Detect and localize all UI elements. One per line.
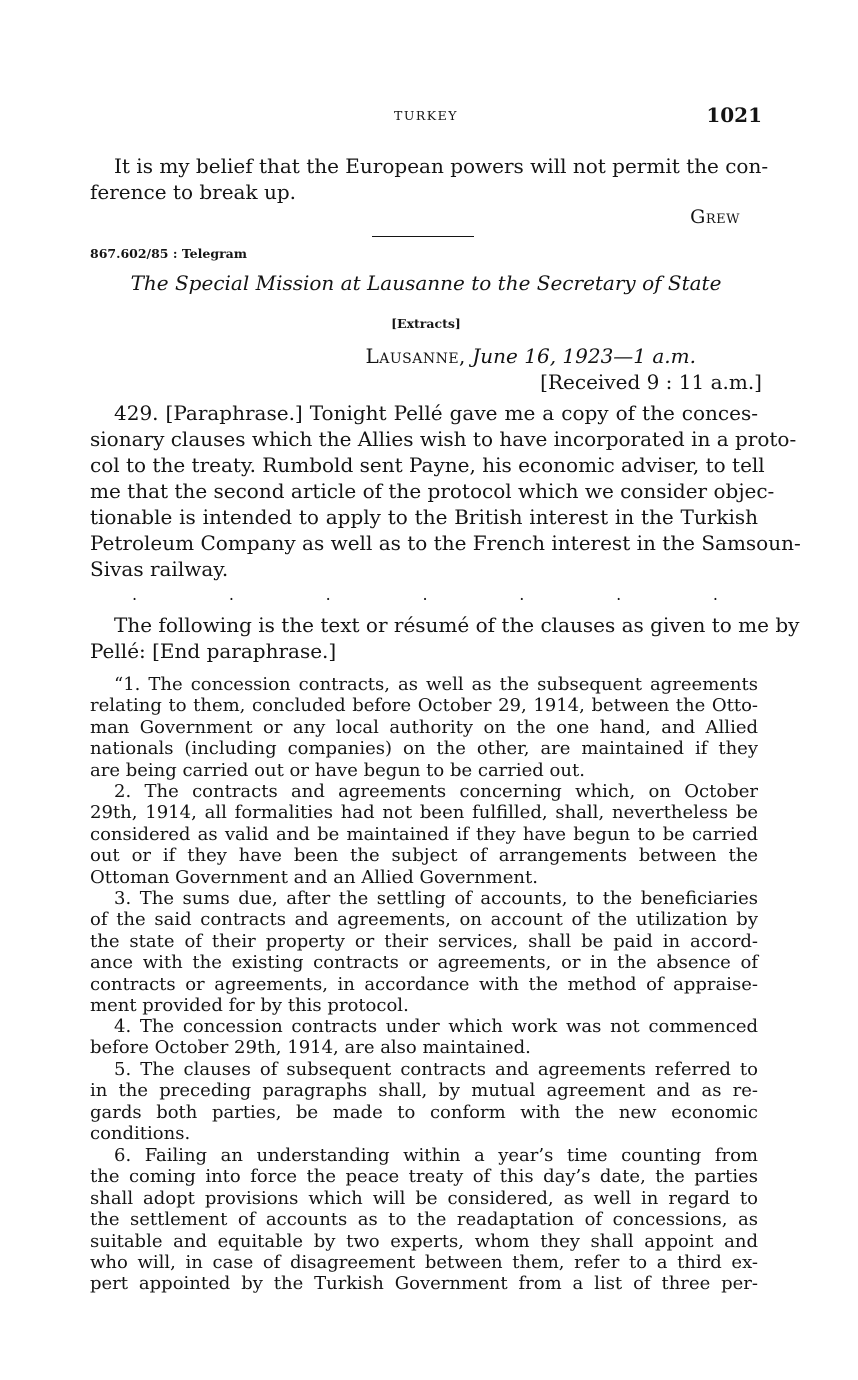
- text-line: nationals (including companies) on the other, are maintained if they: [90, 738, 758, 760]
- clause-1: [90, 674, 758, 781]
- clause-5: [90, 1059, 758, 1145]
- running-title: TURKEY: [394, 108, 458, 123]
- text-line: the state of their property or their services, shall be paid in accord-: [90, 930, 758, 952]
- text-line: ference to break up.: [90, 180, 296, 204]
- text-line: 4. The concession contracts under which work was not commenced: [114, 1016, 758, 1037]
- received-time: [Received 9 : 11 a.m.]: [540, 370, 762, 394]
- ellipsis-dot: .: [228, 585, 234, 604]
- text-line: before October 29th, 1914, are also maintained.: [90, 1037, 531, 1059]
- text-line: 2. The contracts and agreements concerning which, on October: [114, 781, 758, 802]
- ellipsis-dot: .: [325, 585, 331, 604]
- clause-3: [90, 888, 758, 1016]
- text-line: contracts or agreements, in accordance with the method of appraise-: [90, 973, 758, 995]
- text-line: gards both parties, be made to conform with the new economic: [90, 1101, 758, 1123]
- text-line: sionary clauses which the Allies wish to have incorporated in a proto-: [90, 427, 797, 451]
- text-line: man Government or any local authority on the one hand, and Allied: [90, 716, 758, 738]
- section-divider: [372, 236, 474, 237]
- text-line: Petroleum Company as well as to the French interest in the Samsoun-: [90, 531, 801, 555]
- text-line: me that the second article of the protocol which we consider objec-: [90, 479, 775, 503]
- text-line: pert appointed by the Turkish Government from a list of three per-: [90, 1273, 758, 1295]
- text-line: the settlement of accounts as to the readaptation of concessions, as: [90, 1209, 758, 1231]
- ellipsis-dot: .: [616, 585, 622, 604]
- text-line: 5. The clauses of subsequent contracts and agreements referred to: [114, 1059, 758, 1080]
- document-title: The Special Mission at Lausanne to the Secretary of State: [130, 271, 722, 295]
- text-line: shall adopt provisions which will be considered, as well in regard to: [90, 1187, 758, 1209]
- text-line: “1. The concession contracts, as well as the subsequent agreements: [114, 674, 758, 695]
- text-line: col to the treaty. Rumbold sent Payne, his economic adviser, to tell: [90, 453, 765, 477]
- text-line: Sivas railway.: [90, 557, 229, 581]
- text-line: out or if they have been the subject of arrangements between the: [90, 845, 758, 867]
- running-head: [90, 103, 762, 130]
- text-line: who will, in case of disagreement between them, refer to a third ex-: [90, 1251, 758, 1273]
- text-line: 6. Failing an understanding within a year’s time counting from: [114, 1145, 758, 1166]
- text-line: It is my belief that the European powers will not permit the con-: [114, 154, 769, 178]
- text-line: The following is the text or résumé of the clauses as given to me by: [114, 613, 800, 637]
- dateline-date: June 16, 1923—1 a.m.: [472, 344, 696, 368]
- dateline: [365, 344, 696, 368]
- file-reference: 867.602/85 : Telegram: [90, 246, 247, 261]
- text-line: ance with the existing contracts or agreements, or in the absence of: [90, 952, 758, 974]
- text-line: the coming into force the peace treaty of this day’s date, the parties: [90, 1166, 758, 1188]
- text-line: Pellé: [End paraphrase.]: [90, 639, 337, 663]
- intro-paragraph: [90, 153, 769, 205]
- text-line: 3. The sums due, after the settling of accounts, to the beneficiaries: [114, 888, 758, 909]
- ellipsis-dot: .: [712, 585, 718, 604]
- clause-2: [90, 781, 758, 888]
- text-line: tionable is intended to apply to the British interest in the Turkish: [90, 505, 758, 529]
- dateline-place: Lausanne,: [365, 344, 466, 368]
- text-line: conditions.: [90, 1123, 191, 1145]
- text-line: Ottoman Government and an Allied Government.: [90, 866, 538, 888]
- text-line: of the said contracts and agreements, on account of the utilization by: [90, 909, 758, 931]
- signature: Grew: [690, 206, 740, 228]
- clause-6: [90, 1145, 758, 1295]
- text-line: 429. [Paraphrase.] Tonight Pellé gave me a copy of the conces-: [114, 401, 758, 425]
- text-line: relating to them, concluded before October 29, 1914, between the Otto-: [90, 695, 758, 717]
- ellipsis-row: [132, 585, 718, 604]
- text-line: suitable and equitable by two experts, whom they shall appoint and: [90, 1230, 758, 1252]
- clause-4: [90, 1016, 758, 1059]
- ellipsis-dot: .: [519, 585, 525, 604]
- text-line: are being carried out or have begun to be carried out.: [90, 759, 585, 781]
- text-line: in the preceding paragraphs shall, by mutual agreement and as re-: [90, 1080, 758, 1102]
- ellipsis-dot: .: [132, 585, 138, 604]
- text-line: ment provided for by this protocol.: [90, 994, 409, 1016]
- paragraph-following: [90, 612, 800, 664]
- text-line: 29th, 1914, all formalities had not been fulfilled, shall, nevertheless be: [90, 802, 758, 824]
- text-line: considered as valid and be maintained if they have begun to be carried: [90, 823, 758, 845]
- paragraph-429: [90, 400, 801, 582]
- extracts-label: [Extracts]: [391, 316, 461, 331]
- ellipsis-dot: .: [422, 585, 428, 604]
- page-number: 1021: [706, 103, 762, 127]
